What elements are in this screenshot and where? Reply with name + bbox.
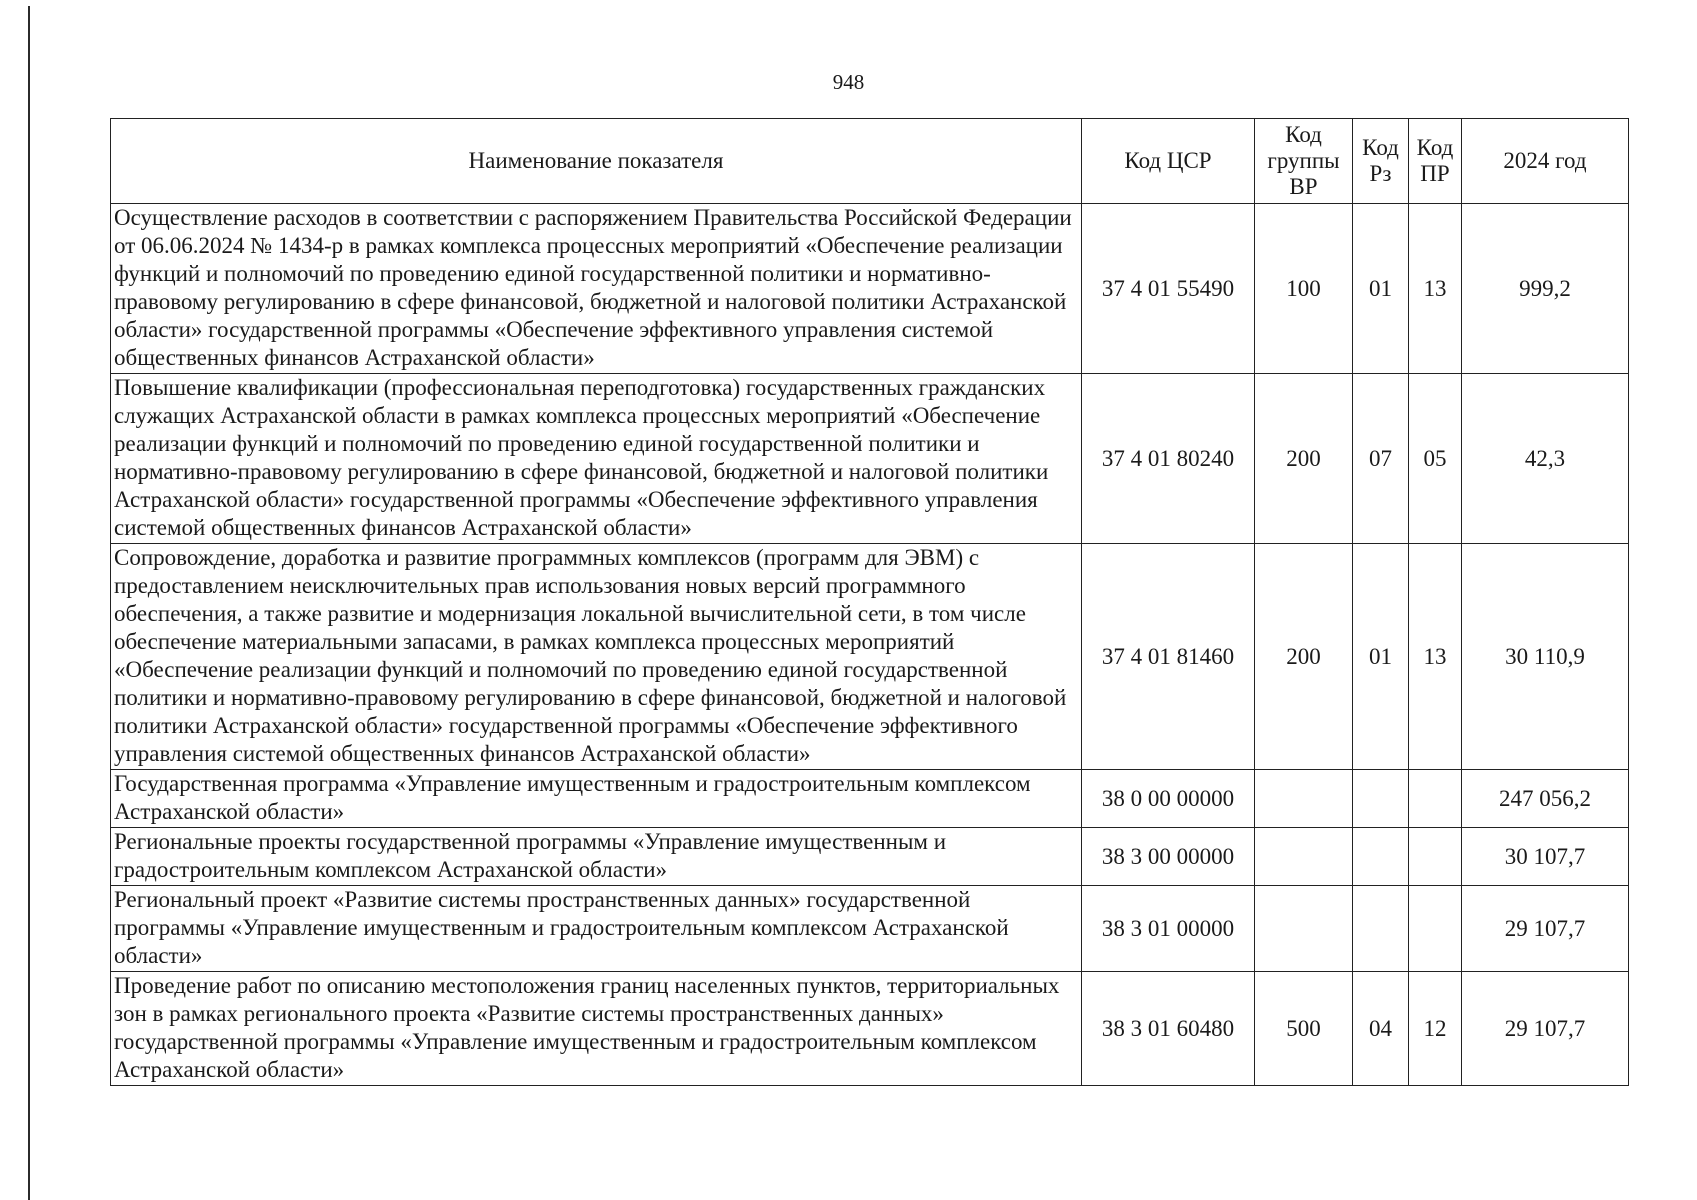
row-csr-code: 38 3 01 00000 [1082, 886, 1255, 972]
row-rz-code [1353, 828, 1409, 886]
row-vr-code: 100 [1255, 204, 1353, 374]
row-indicator-name: Проведение работ по описанию местоположения границ населенных пунктов, территориальных зон в рамках регионального проекта «Развитие системы пространственных данных» государственной программы «Управление имущественным и градостроительным комплексом Астраханской области» [111, 972, 1082, 1086]
row-vr-code: 200 [1255, 544, 1353, 770]
row-rz-code: 01 [1353, 544, 1409, 770]
row-rz-code: 04 [1353, 972, 1409, 1086]
row-pr-code: 12 [1409, 972, 1462, 1086]
row-pr-code: 05 [1409, 374, 1462, 544]
table-row [111, 204, 1629, 374]
header-indicator-name: Наименование показателя [111, 119, 1082, 204]
row-rz-code: 07 [1353, 374, 1409, 544]
row-pr-code: 13 [1409, 544, 1462, 770]
row-csr-code: 37 4 01 55490 [1082, 204, 1255, 374]
row-amount: 30 107,7 [1462, 828, 1629, 886]
row-vr-code [1255, 828, 1353, 886]
header-vr-group-code: Код группы ВР [1255, 119, 1353, 204]
row-csr-code: 37 4 01 81460 [1082, 544, 1255, 770]
row-amount: 999,2 [1462, 204, 1629, 374]
row-indicator-name: Сопровождение, доработка и развитие программных комплексов (программ для ЭВМ) с предоставлением неисключительных прав использования новых версий программного обеспечения, а также развитие и модернизация локальной вычислительной сети, в том числе обеспечение материальными запасами, в рамках комплекса процессных мероприятий «Обеспечение реализации функций и полномочий по проведению единой государственной политики и нормативно-правовому регулированию в сфере финансовой, бюджетной и налоговой политики Астраханской области» государственной программы «Обеспечение эффективного управления системой общественных финансов Астраханской области» [111, 544, 1082, 770]
header-year-2024: 2024 год [1462, 119, 1629, 204]
page-number: 948 [832, 70, 865, 94]
row-csr-code: 38 3 00 00000 [1082, 828, 1255, 886]
row-indicator-name: Региональные проекты государственной программы «Управление имущественным и градостроительным комплексом Астраханской области» [111, 828, 1082, 886]
header-pr-code: Код ПР [1409, 119, 1462, 204]
row-amount: 29 107,7 [1462, 972, 1629, 1086]
row-rz-code [1353, 770, 1409, 828]
row-pr-code [1409, 828, 1462, 886]
row-csr-code: 38 0 00 00000 [1082, 770, 1255, 828]
row-amount: 30 110,9 [1462, 544, 1629, 770]
table-row [111, 770, 1629, 828]
header-rz-code: Код Рз [1353, 119, 1409, 204]
row-indicator-name: Государственная программа «Управление имущественным и градостроительным комплексом Астраханской области» [111, 770, 1082, 828]
table-row [111, 828, 1629, 886]
header-csr-code: Код ЦСР [1082, 119, 1255, 204]
table-row [111, 972, 1629, 1086]
table-row [111, 544, 1629, 770]
row-vr-code [1255, 770, 1353, 828]
row-pr-code: 13 [1409, 204, 1462, 374]
row-csr-code: 38 3 01 60480 [1082, 972, 1255, 1086]
row-indicator-name: Повышение квалификации (профессиональная переподготовка) государственных гражданских служащих Астраханской области в рамках комплекса процессных мероприятий «Обеспечение реализации функций и полномочий по проведению единой государственной политики и нормативно-правовому регулированию в сфере финансовой, бюджетной и налоговой политики Астраханской области» государственной программы «Обеспечение эффективного управления системой общественных финансов Астраханской области» [111, 374, 1082, 544]
row-amount: 42,3 [1462, 374, 1629, 544]
row-vr-code [1255, 886, 1353, 972]
row-vr-code: 200 [1255, 374, 1353, 544]
row-vr-code: 500 [1255, 972, 1353, 1086]
row-indicator-name: Региональный проект «Развитие системы пространственных данных» государственной программы «Управление имущественным и градостроительным комплексом Астраханской области» [111, 886, 1082, 972]
row-amount: 29 107,7 [1462, 886, 1629, 972]
row-pr-code [1409, 886, 1462, 972]
table-row [111, 886, 1629, 972]
budget-table [110, 118, 1629, 1086]
row-csr-code: 37 4 01 80240 [1082, 374, 1255, 544]
row-rz-code [1353, 886, 1409, 972]
row-indicator-name: Осуществление расходов в соответствии с распоряжением Правительства Российской Федерации от 06.06.2024 № 1434-р в рамках комплекса процессных мероприятий «Обеспечение реализации функций и полномочий по проведению единой государственной политики и нормативно-правовому регулированию в сфере финансовой, бюджетной и налоговой политики Астраханской области» государственной программы «Обеспечение эффективного управления системой общественных финансов Астраханской области» [111, 204, 1082, 374]
row-rz-code: 01 [1353, 204, 1409, 374]
row-pr-code [1409, 770, 1462, 828]
table-row [111, 374, 1629, 544]
row-amount: 247 056,2 [1462, 770, 1629, 828]
page-margin-line [28, 6, 30, 1200]
table-header-row [111, 119, 1629, 204]
